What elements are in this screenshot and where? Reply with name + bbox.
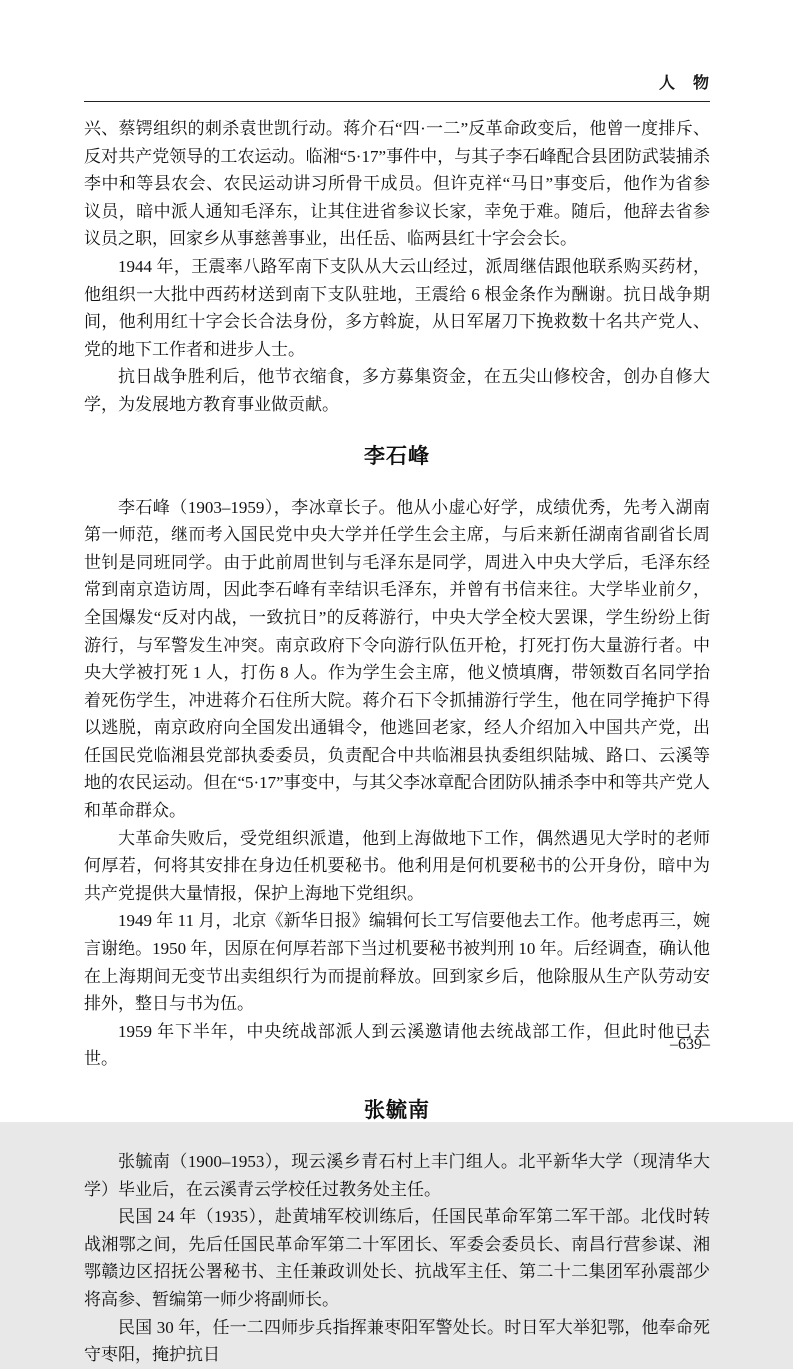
header-rule <box>84 101 710 102</box>
paragraph: 1944 年，王震率八路军南下支队从大云山经过，派周继佶跟他联系购买药材，他组织一大批中西药材送到南下支队驻地，王震给 6 根金条作为酬谢。抗日战争期间，他利用红十字会长合法身份，多方斡旋，从日军屠刀下挽救数十名共产党人、党的地下工作者和进步人士。 <box>84 256 710 359</box>
paragraph: 兴、蔡锷组织的刺杀袁世凯行动。蒋介石“四·一二”反革命政变后，他曾一度排斥、反对共产党领导的工农运动。临湘“5·17”事件中，与其子李石峰配合县团防武装捕杀李中和等县农会、农民运动讲习所骨干成员。但许克祥“马日”事变后，他作为省参议员，暗中派人通知毛泽东，让其住进省参议长家，幸免于难。随后，他辞去省参议员之职，回家乡从事慈善事业，出任岳、临两县红十字会会长。 <box>84 119 710 249</box>
page-footer <box>670 1036 710 1054</box>
section-heading-li-shifeng: 李石峰 <box>364 444 430 468</box>
paragraph: 1949 年 11 月，北京《新华日报》编辑何长工写信要他去工作。他考虑再三，婉言谢绝。1950 年，因原在何厚若部下当过机要秘书被判刑 10 年。后经调查，确认他在上海期间无变节出卖组织行为而提前释放。回到家乡后，他除服从生产队劳动安排外，整日与书为伍。 <box>84 911 710 1014</box>
paragraph: 大革命失败后，受党组织派遣，他到上海做地下工作，偶然遇见大学时的老师何厚若，何将其安排在身边任机要秘书。他利用是何机要秘书的公开身份，暗中为共产党提供大量情报，保护上海地下党组织。 <box>84 828 710 903</box>
paragraph: 1959 年下半年，中央统战部派人到云溪邀请他去统战部工作，但此时他已去世。 <box>84 1021 710 1069</box>
page-number: –639– <box>670 1036 710 1053</box>
paragraph: 民国 30 年，任一二四师步兵指挥兼枣阳军警处长。时日军大举犯鄂，他奉命死守枣阳，掩护抗日 <box>84 1317 710 1365</box>
running-header <box>84 0 710 94</box>
page-body <box>84 115 710 1369</box>
paragraph: 民国 24 年（1935），赴黄埔军校训练后，任国民革命军第二军干部。北伐时转战湘鄂之间，先后任国民革命军第二十军团长、军委会委员长、南昌行营参谋、湘鄂赣边区招抚公署秘书、主任兼政训处长、抗战军主任、第二十二集团军孙震部少将高参、暂编第一师少将副师长。 <box>84 1207 710 1309</box>
section-heading-zhang-yunan: 张毓南 <box>364 1099 430 1122</box>
paragraph: 李石峰（1903–1959），李冰章长子。他从小虚心好学，成绩优秀，先考入湖南第一师范，继而考入国民党中央大学并任学生会主席，与后来新任湖南省副省长周世钊是同班同学。由于此前周世钊与毛泽东是同学，周进入中央大学后，毛泽东经常到南京造访周，因此李石峰有幸结识毛泽东，并曾有书信来往。大学毕业前夕，全国爆发“反对内战，一致抗日”的反蒋游行，中央大学全校大罢课，学生纷纷上街游行，与军警发生冲突。南京政府下令向游行队伍开枪，打死打伤大量游行者。中央大学被打死 1 人，打伤 8 人。作为学生会主席，他义愤填膺，带领数百名同学抬着死伤学生，冲进蒋介石住所大院。蒋介石下令抓捕游行学生，他在同学掩护下得以逃脱，南京政府向全国发出通辑令，他逃回老家，经人介绍加入中国共产党，出任国民党临湘县党部执委委员，负责配合中共临湘县执委组织陆城、路口、云溪等地的农民运动。但在“5·17”事变中，与其父李冰章配合团防队捕杀李中和等共产党人和革命群众。 <box>84 497 710 821</box>
header-title: 人 物 <box>658 75 710 92</box>
paragraph: 张毓南（1900–1953），现云溪乡青石村上丰门组人。北平新华大学（现清华大学）毕业后，在云溪青云学校任过教务处主任。 <box>84 1152 710 1199</box>
paragraph: 抗日战争胜利后，他节衣缩食，多方募集资金，在五尖山修校舍，创办自修大学，为发展地方教育事业做贡献。 <box>84 367 710 414</box>
